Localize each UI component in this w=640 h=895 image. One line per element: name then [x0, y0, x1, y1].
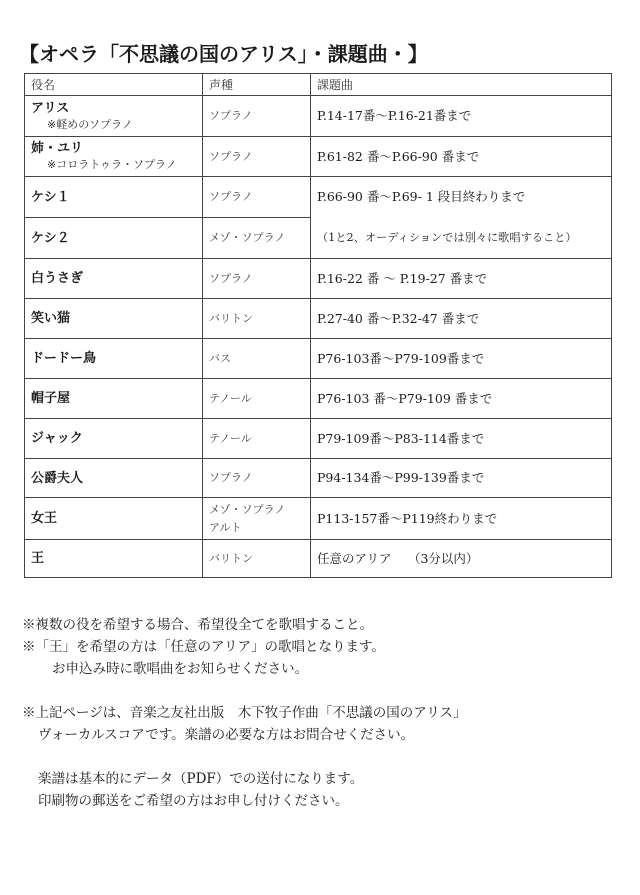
role-name: 王: [31, 551, 45, 566]
role-name: 姉・ユリ: [31, 141, 84, 156]
voice-type: バリトン: [209, 551, 253, 565]
voice-type: メゾ・ソプラノ: [209, 231, 286, 244]
voice-type: メゾ・ソプラノ: [209, 502, 286, 516]
header-piece: 課題曲: [311, 74, 612, 96]
assigned-piece: P.27-40 番～P.32-47 番まで: [317, 310, 480, 326]
role-note: ※コロラトゥラ・ソプラノ: [47, 158, 177, 171]
note-score-source: ※上記ページは、音楽之友社出版 木下牧子作曲「不思議の国のアリス」: [22, 705, 467, 721]
table-row: [25, 379, 612, 419]
page-title: 【オペラ「不思議の国のアリス」・課題曲・】: [19, 42, 428, 66]
assigned-piece: P113-157番～P119終わりまで: [317, 510, 498, 526]
table-row: [25, 96, 612, 137]
audition-roles-table: [24, 73, 612, 578]
table-row: [25, 137, 612, 177]
role-name: 公爵夫人: [31, 470, 84, 486]
table-row: [25, 299, 612, 339]
note-king-aria: ※「王」を希望の方は「任意のアリア」の歌唱となります。: [22, 639, 385, 655]
role-name: 女王: [31, 511, 58, 526]
role-name: ケシ２: [31, 230, 70, 246]
table-row: [25, 259, 612, 299]
table-row: [25, 540, 612, 578]
assigned-piece: 任意のアリア （3分以内）: [317, 550, 479, 566]
voice-type: ソプラノ: [209, 471, 253, 484]
notes-section: [22, 614, 622, 812]
assigned-piece: P.16-22 番 ～ P.19-27 番まで: [317, 270, 488, 286]
voice-type: ソプラノ: [209, 190, 253, 203]
assigned-piece: P.61-82 番～P.66-90 番まで: [317, 148, 480, 164]
table-row: [25, 498, 612, 540]
role-name: 笑い猫: [31, 311, 71, 326]
role-name: ケシ１: [31, 189, 70, 205]
assigned-piece: P.14-17番～P.16-21番まで: [317, 108, 472, 123]
table-row: [25, 339, 612, 379]
header-role: 役名: [25, 74, 203, 96]
role-name: ジャック: [31, 431, 83, 446]
role-name: 白うさぎ: [31, 271, 84, 286]
voice-type: バリトン: [209, 311, 253, 325]
header-voice: 声種: [203, 74, 311, 96]
role-name: 帽子屋: [31, 391, 71, 406]
voice-type: バス: [209, 351, 231, 365]
table-row: [25, 459, 612, 498]
voice-type: ソプラノ: [209, 271, 253, 285]
role-name: アリス: [31, 100, 70, 116]
role-note: ※軽めのソプラノ: [47, 117, 133, 131]
assigned-piece: P94-134番～P99-139番まで: [317, 470, 485, 485]
role-name: ドードー鳥: [31, 351, 97, 366]
voice-type: テノール: [209, 431, 252, 445]
note-score-contact: ヴォーカルスコアです。楽譜の必要な方はお問合せください。: [38, 727, 415, 743]
voice-type: テノール: [209, 391, 252, 405]
voice-type: ソプラノ: [209, 109, 253, 122]
note-multiple-roles: ※複数の役を希望する場合、希望役全てを歌唱すること。: [22, 617, 373, 633]
table-row: [25, 218, 612, 259]
assigned-piece-note: （1と2、オーディションでは別々に歌唱すること）: [317, 230, 577, 244]
note-king-aria-submit: お申込み時に歌唱曲をお知らせください。: [52, 661, 309, 677]
table-header-row: [25, 74, 612, 96]
voice-type-secondary: アルト: [209, 520, 242, 534]
assigned-piece: P76-103番～P79-109番まで: [317, 350, 485, 366]
assigned-piece: P.66-90 番～P.69- 1 段目終わりまで: [317, 189, 526, 205]
note-pdf-delivery: 楽譜は基本的にデータ（PDF）での送付になります。: [38, 771, 364, 787]
note-print-mail: 印刷物の郵送をご希望の方はお申し付けください。: [38, 793, 349, 809]
table-row: [25, 177, 612, 218]
assigned-piece: P79-109番～P83-114番まで: [317, 430, 485, 446]
voice-type: ソプラノ: [209, 149, 253, 163]
table-row: [25, 419, 612, 459]
assigned-piece: P76-103 番～P79-109 番まで: [317, 390, 493, 406]
